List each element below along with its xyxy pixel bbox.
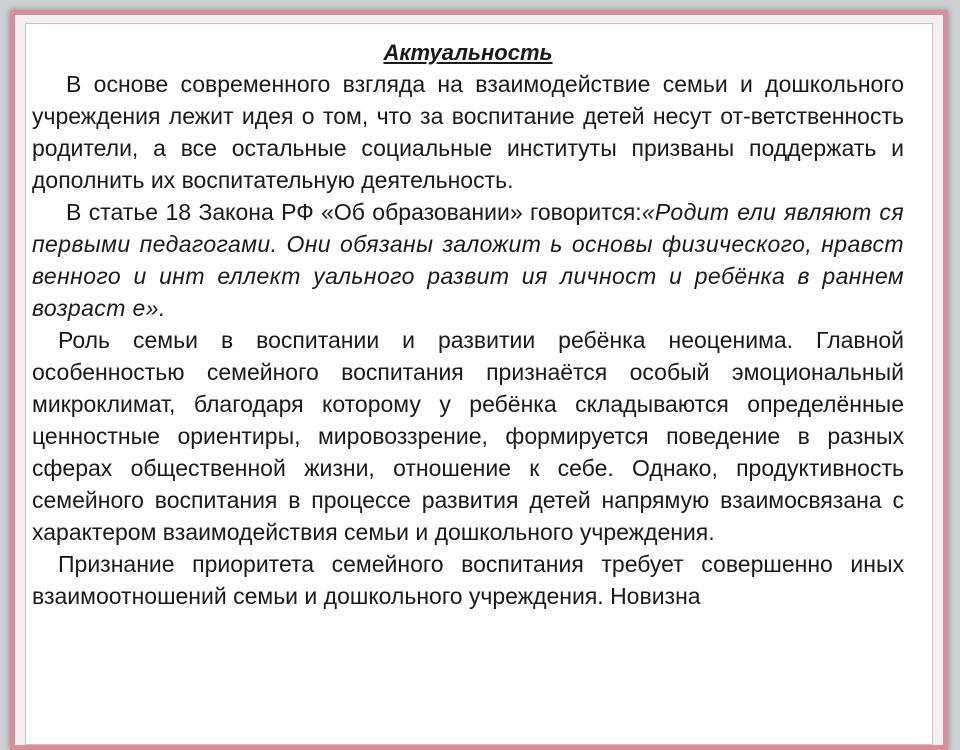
- document-title: Актуальность: [383, 40, 553, 65]
- paragraph-4: Признание приоритета семейного воспитания требует совершенно иных взаимоотношений семьи и дошкольного учреждения. Новизна: [32, 551, 904, 609]
- paragraph-2-quote: «Родит ели являют ся первыми педагогами. Они обязаны заложит ь основы физического, нравст венного и инт еллект уального развит ия личност и ребёнка в раннем возраст е».: [32, 199, 904, 321]
- document-body: [32, 32, 904, 612]
- paragraph-1: В основе современного взгляда на взаимодействие семьи и дошкольного учреждения лежит идея о том, что за воспитание детей несут от-ветственность родители, а все остальные социальные институты призваны поддержать и дополнить их воспитательную деятельность.: [32, 71, 904, 193]
- paragraph-2-text: В статье 18 Закона РФ «Об образовании» говорится:: [66, 199, 642, 225]
- paragraph-2: [32, 196, 904, 324]
- paragraph-3: Роль семьи в воспитании и развитии ребёнка неоценима. Главной особенностью семейного воспитания признаётся особый эмоциональный микроклимат, благодаря которому у ребёнка складываются определённые ценностные ориентиры, мировоззрение, формируется поведение в разных сферах общественной жизни, отношение к себе. Однако, продуктивность семейного воспитания в процессе развития детей напрямую взаимосвязана с характером взаимодействия семьи и дошкольного учреждения.: [32, 327, 904, 545]
